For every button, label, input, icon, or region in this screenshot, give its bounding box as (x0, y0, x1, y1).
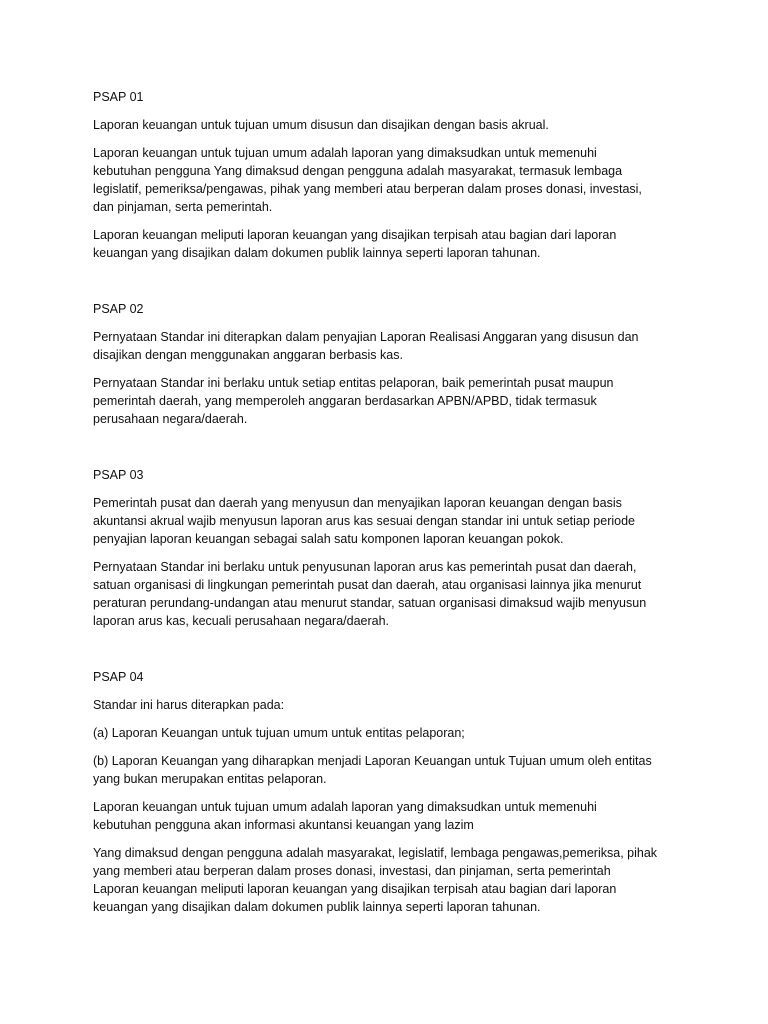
text-line: keuangan yang disajikan dalam dokumen publik lainnya seperti laporan tahunan. (93, 246, 541, 260)
text-line: Pernyataan Standar ini berlaku untuk setiap entitas pelaporan, baik pemerintah pusat maupun (93, 376, 614, 390)
section-heading: PSAP 03 (93, 468, 144, 482)
section-psap-01 (93, 88, 678, 262)
text-line: kebutuhan pengguna Yang dimaksud dengan pengguna adalah masyarakat, termasuk lembaga (93, 164, 623, 178)
text-line: keuangan yang disajikan dalam dokumen publik lainnya seperti laporan tahunan. (93, 900, 541, 914)
paragraph (93, 696, 678, 714)
paragraph (93, 798, 678, 834)
text-line: Laporan keuangan untuk tujuan umum adalah laporan yang dimaksudkan untuk memenuhi (93, 800, 597, 814)
text-line: peraturan perundang-undangan atau menurut standar, satuan organisasi dimaksud wajib menyusun (93, 596, 647, 610)
text-line: laporan arus kas, kecuali perusahaan negara/daerah. (93, 614, 390, 628)
paragraph (93, 752, 678, 788)
text-line: yang memberi atau berperan dalam proses donasi, investasi, dan pinjaman, serta pemerintah (93, 864, 611, 878)
text-line: pemerintah daerah, yang memperoleh anggaran berdasarkan APBN/APBD, tidak termasuk (93, 394, 597, 408)
text-line: (a) Laporan Keuangan untuk tujuan umum untuk entitas pelaporan; (93, 726, 465, 740)
text-line: Laporan keuangan untuk tujuan umum adalah laporan yang dimaksudkan untuk memenuhi (93, 146, 597, 160)
paragraph (93, 558, 678, 630)
text-line: satuan organisasi di lingkungan pemerintah pusat dan daerah, atau organisasi lainnya jika menurut (93, 578, 642, 592)
text-line: Yang dimaksud dengan pengguna adalah masyarakat, legislatif, lembaga pengawas,pemeriksa, pihak (93, 846, 658, 860)
text-line: Laporan keuangan untuk tujuan umum disusun dan disajikan dengan basis akrual. (93, 118, 549, 132)
text-line: Pemerintah pusat dan daerah yang menyusun dan menyajikan laporan keuangan dengan basis (93, 496, 622, 510)
paragraph (93, 724, 678, 742)
section-psap-02 (93, 300, 678, 428)
text-line: Standar ini harus diterapkan pada: (93, 698, 285, 712)
paragraph (93, 494, 678, 548)
text-line: Pernyataan Standar ini berlaku untuk penyusunan laporan arus kas pemerintah pusat dan daerah, (93, 560, 637, 574)
paragraph (93, 116, 678, 134)
section-heading: PSAP 02 (93, 302, 144, 316)
text-line: Laporan keuangan meliputi laporan keuangan yang disajikan terpisah atau bagian dari laporan (93, 882, 617, 896)
paragraph (93, 328, 678, 364)
paragraph (93, 844, 678, 916)
text-line: Laporan keuangan meliputi laporan keuangan yang disajikan terpisah atau bagian dari laporan (93, 228, 617, 242)
section-psap-03 (93, 466, 678, 630)
text-line: kebutuhan pengguna akan informasi akuntansi keuangan yang lazim (93, 818, 474, 832)
section-heading: PSAP 01 (93, 90, 144, 104)
paragraph (93, 144, 678, 216)
text-line: legislatif, pemeriksa/pengawas, pihak yang memberi atau berperan dalam proses donasi, investasi, (93, 182, 642, 196)
text-line: yang bukan merupakan entitas pelaporan. (93, 772, 327, 786)
text-line: penyajian laporan keuangan sebagai salah satu komponen laporan keuangan pokok. (93, 532, 564, 546)
text-line: disajikan dengan menggunakan anggaran berbasis kas. (93, 348, 403, 362)
section-psap-04 (93, 668, 678, 916)
text-line: perusahaan negara/daerah. (93, 412, 248, 426)
text-line: dan pinjaman, serta pemerintah. (93, 200, 273, 214)
section-heading: PSAP 04 (93, 670, 144, 684)
text-line: Pernyataan Standar ini diterapkan dalam penyajian Laporan Realisasi Anggaran yang disusun dan (93, 330, 639, 344)
paragraph (93, 374, 678, 428)
text-line: akuntansi akrual wajib menyusun laporan arus kas sesuai dengan standar ini untuk setiap periode (93, 514, 636, 528)
paragraph (93, 226, 678, 262)
text-line: (b) Laporan Keuangan yang diharapkan menjadi Laporan Keuangan untuk Tujuan umum oleh entitas (93, 754, 652, 768)
